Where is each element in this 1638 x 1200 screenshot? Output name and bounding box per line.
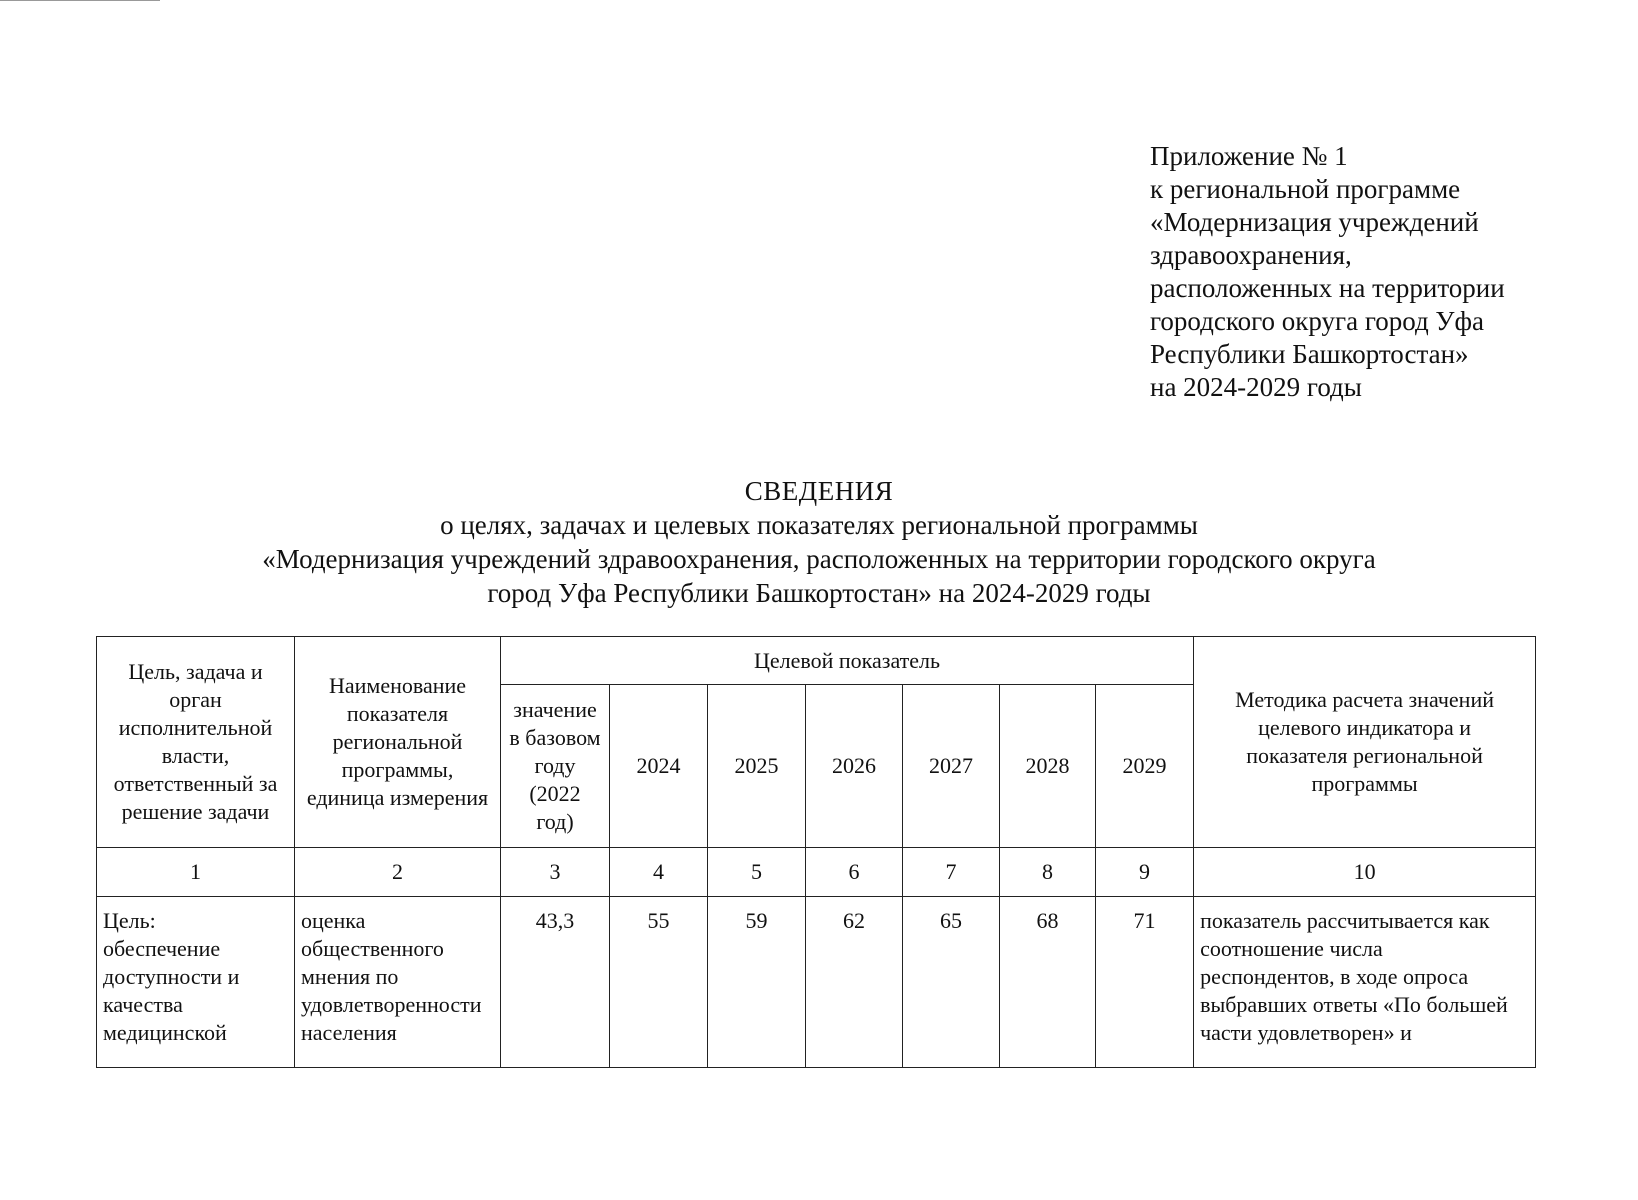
header-year: 2025 bbox=[708, 685, 806, 848]
document-heading bbox=[0, 474, 1638, 610]
base-value-cell: 43,3 bbox=[501, 897, 610, 1068]
header-target-indicator: Целевой показатель bbox=[501, 637, 1194, 685]
column-number: 2 bbox=[295, 848, 501, 897]
header-year: 2024 bbox=[610, 685, 708, 848]
column-number: 1 bbox=[97, 848, 295, 897]
document-title: СВЕДЕНИЯ bbox=[744, 476, 894, 506]
method-cell: показатель рассчитывается как соотношение числа респондентов, в ходе опроса выбравших ответы «По большей части удовлетворен» и bbox=[1194, 897, 1536, 1068]
column-number-row bbox=[97, 848, 1536, 897]
year-value-cell: 62 bbox=[806, 897, 903, 1068]
targets-table bbox=[96, 636, 1536, 1068]
year-value-cell: 71 bbox=[1096, 897, 1194, 1068]
year-value-cell: 65 bbox=[903, 897, 1000, 1068]
table-row bbox=[97, 897, 1536, 1068]
appendix-line: городского округа город Уфа bbox=[1150, 306, 1485, 336]
year-value-cell: 68 bbox=[1000, 897, 1096, 1068]
scan-edge-line bbox=[0, 0, 160, 1]
header-indicator-name: Наименование показателя региональной программы, единица измерения bbox=[295, 637, 501, 848]
appendix-line: Республики Башкортостан» bbox=[1150, 339, 1469, 369]
document-subtitle-line: «Модернизация учреждений здравоохранения, расположенных на территории городского округа bbox=[262, 544, 1376, 574]
column-number: 7 bbox=[903, 848, 1000, 897]
appendix-line: здравоохранения, bbox=[1150, 240, 1352, 270]
goal-cell: Цель: обеспечение доступности и качества медицинской bbox=[97, 897, 295, 1068]
header-year: 2026 bbox=[806, 685, 903, 848]
header-year: 2029 bbox=[1096, 685, 1194, 848]
header-goal: Цель, задача и орган исполнительной власти, ответственный за решение задачи bbox=[97, 637, 295, 848]
column-number: 6 bbox=[806, 848, 903, 897]
document-subtitle-line: город Уфа Республики Башкортостан» на 2024-2029 годы bbox=[487, 578, 1151, 608]
column-number: 5 bbox=[708, 848, 806, 897]
column-number: 10 bbox=[1194, 848, 1536, 897]
table-header-row bbox=[97, 637, 1536, 685]
year-value-cell: 59 bbox=[708, 897, 806, 1068]
appendix-block bbox=[1150, 140, 1590, 404]
column-number: 8 bbox=[1000, 848, 1096, 897]
header-base-value: значение в базовом году (2022 год) bbox=[501, 685, 610, 848]
indicator-cell: оценка общественного мнения по удовлетворенности населения bbox=[295, 897, 501, 1068]
document-subtitle-line: о целях, задачах и целевых показателях региональной программы bbox=[440, 510, 1198, 540]
column-number: 3 bbox=[501, 848, 610, 897]
appendix-line: Приложение № 1 bbox=[1150, 141, 1348, 171]
column-number: 4 bbox=[610, 848, 708, 897]
appendix-line: к региональной программе bbox=[1150, 174, 1461, 204]
header-year: 2028 bbox=[1000, 685, 1096, 848]
column-number: 9 bbox=[1096, 848, 1194, 897]
appendix-line: на 2024-2029 годы bbox=[1150, 372, 1362, 402]
header-year: 2027 bbox=[903, 685, 1000, 848]
year-value-cell: 55 bbox=[610, 897, 708, 1068]
appendix-line: расположенных на территории bbox=[1150, 273, 1505, 303]
appendix-line: «Модернизация учреждений bbox=[1150, 207, 1479, 237]
header-method: Методика расчета значений целевого индикатора и показателя региональной программы bbox=[1194, 637, 1536, 848]
